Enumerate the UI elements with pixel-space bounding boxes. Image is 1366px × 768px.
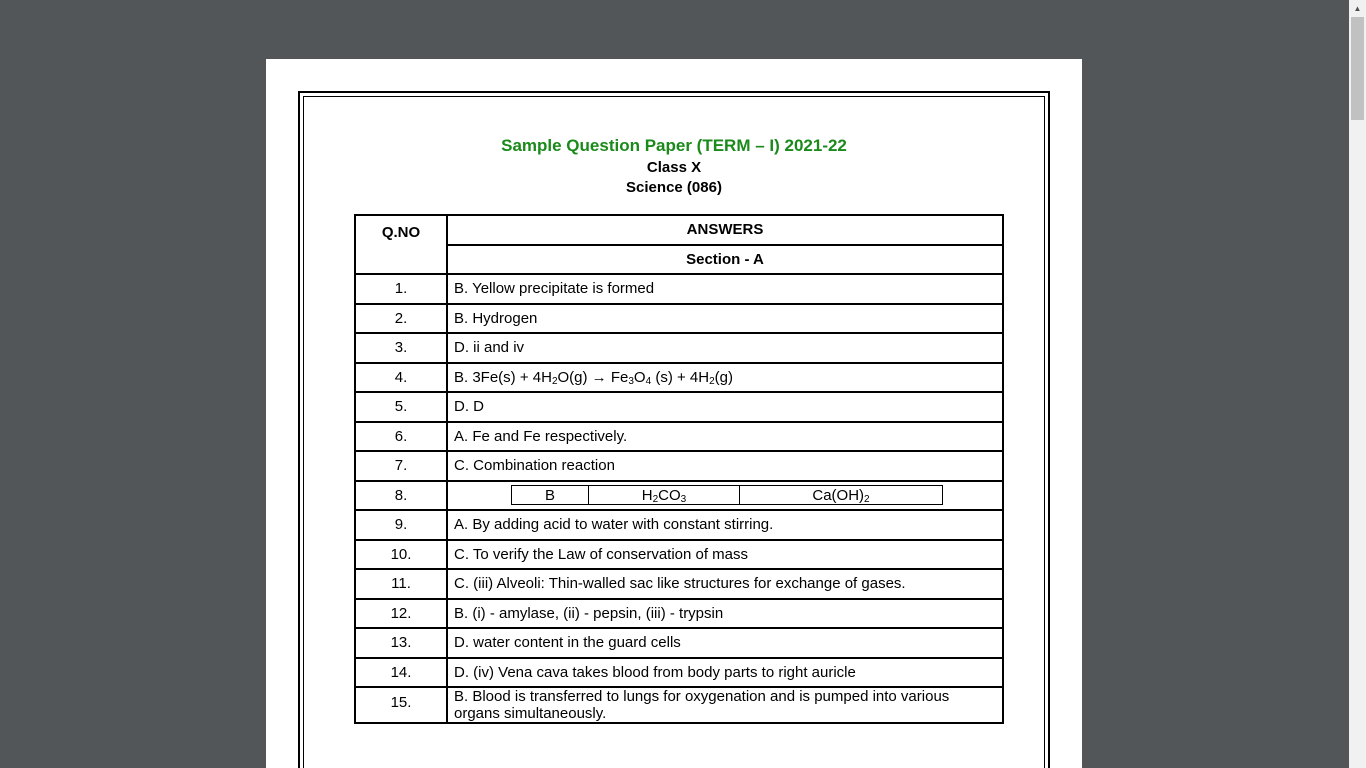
question-number: 11.	[355, 569, 447, 599]
table-row	[355, 481, 1003, 511]
table-row	[355, 422, 1003, 452]
table-row	[355, 599, 1003, 629]
section-row	[355, 245, 1003, 275]
answer-text: B. Hydrogen	[447, 304, 1003, 334]
answer-text: C. To verify the Law of conservation of mass	[447, 540, 1003, 570]
formula-subscript: 3	[680, 493, 687, 505]
question-number: 4.	[355, 363, 447, 393]
answer-text: D. water content in the guard cells	[447, 628, 1003, 658]
table-row	[355, 540, 1003, 570]
table-row	[355, 363, 1003, 393]
eq-part: O(g) → Fe	[557, 368, 629, 386]
formula-part: H	[641, 486, 653, 504]
answer-text: B. (i) - amylase, (ii) - pepsin, (iii) - trypsin	[447, 599, 1003, 629]
eq-subscript: 4	[645, 375, 652, 387]
formula-part: Ca(OH)	[812, 486, 865, 504]
scroll-up-icon[interactable]: ▲	[1353, 4, 1362, 13]
subtable-cell: B	[512, 486, 589, 505]
eq-subscript: 2	[709, 375, 715, 387]
table-row	[355, 687, 1003, 723]
formula-subscript: 2	[652, 493, 659, 505]
answer-equation	[447, 363, 1003, 393]
subtable-cell	[589, 486, 740, 505]
answer-table	[354, 214, 1004, 724]
eq-part: B. 3Fe(s) + 4H	[454, 368, 552, 386]
subtable-cell	[740, 486, 943, 505]
question-number: 7.	[355, 451, 447, 481]
qno-header: Q.NO	[355, 215, 447, 274]
class-label: Class X	[646, 159, 702, 176]
document-page	[266, 59, 1082, 768]
question-number: 8.	[355, 481, 447, 511]
table-header-row	[355, 215, 1003, 245]
formula-part: CO	[658, 486, 681, 504]
eq-subscript: 2	[551, 375, 558, 387]
table-row	[355, 658, 1003, 688]
question-number: 9.	[355, 510, 447, 540]
table-row	[355, 304, 1003, 334]
answer-text: A. By adding acid to water with constant stirring.	[447, 510, 1003, 540]
eq-subscript: 3	[628, 375, 634, 387]
answer-text: A. Fe and Fe respectively.	[447, 422, 1003, 452]
answers-header: ANSWERS	[447, 215, 1003, 245]
formula-subscript: 2	[864, 493, 870, 505]
question-number: 6.	[355, 422, 447, 452]
table-row	[355, 510, 1003, 540]
scrollbar-thumb[interactable]	[1351, 17, 1364, 120]
question-number: 15.	[355, 687, 447, 723]
question-number: 5.	[355, 392, 447, 422]
question-number: 10.	[355, 540, 447, 570]
table-row	[355, 628, 1003, 658]
eq-part: (g)	[714, 368, 733, 386]
table-row	[355, 392, 1003, 422]
answer-text: D. D	[447, 392, 1003, 422]
answer-text: B. Yellow precipitate is formed	[447, 274, 1003, 304]
answer-subtable	[511, 485, 943, 505]
answer-text: D. ii and iv	[447, 333, 1003, 363]
question-number: 2.	[355, 304, 447, 334]
answer-text: B. Blood is transferred to lungs for oxygenation and is pumped into various organs simultaneously.	[447, 687, 1003, 723]
eq-part: (s) + 4H	[651, 368, 710, 386]
section-header: Section - A	[447, 245, 1003, 275]
eq-part: O	[633, 368, 646, 386]
table-row	[355, 274, 1003, 304]
subtable-row	[512, 486, 943, 505]
paper-title: Sample Question Paper (TERM – I) 2021-22	[501, 136, 847, 155]
question-number: 13.	[355, 628, 447, 658]
table-row	[355, 569, 1003, 599]
answer-subtable-cell	[447, 481, 1003, 511]
subject-label: Science (086)	[626, 179, 722, 196]
table-row	[355, 451, 1003, 481]
table-row	[355, 333, 1003, 363]
answer-text: C. (iii) Alveoli: Thin-walled sac like structures for exchange of gases.	[447, 569, 1003, 599]
question-number: 12.	[355, 599, 447, 629]
question-number: 14.	[355, 658, 447, 688]
answer-text: C. Combination reaction	[447, 451, 1003, 481]
question-number: 3.	[355, 333, 447, 363]
vertical-scrollbar[interactable]	[1349, 0, 1366, 768]
question-number: 1.	[355, 274, 447, 304]
answer-text: D. (iv) Vena cava takes blood from body parts to right auricle	[447, 658, 1003, 688]
